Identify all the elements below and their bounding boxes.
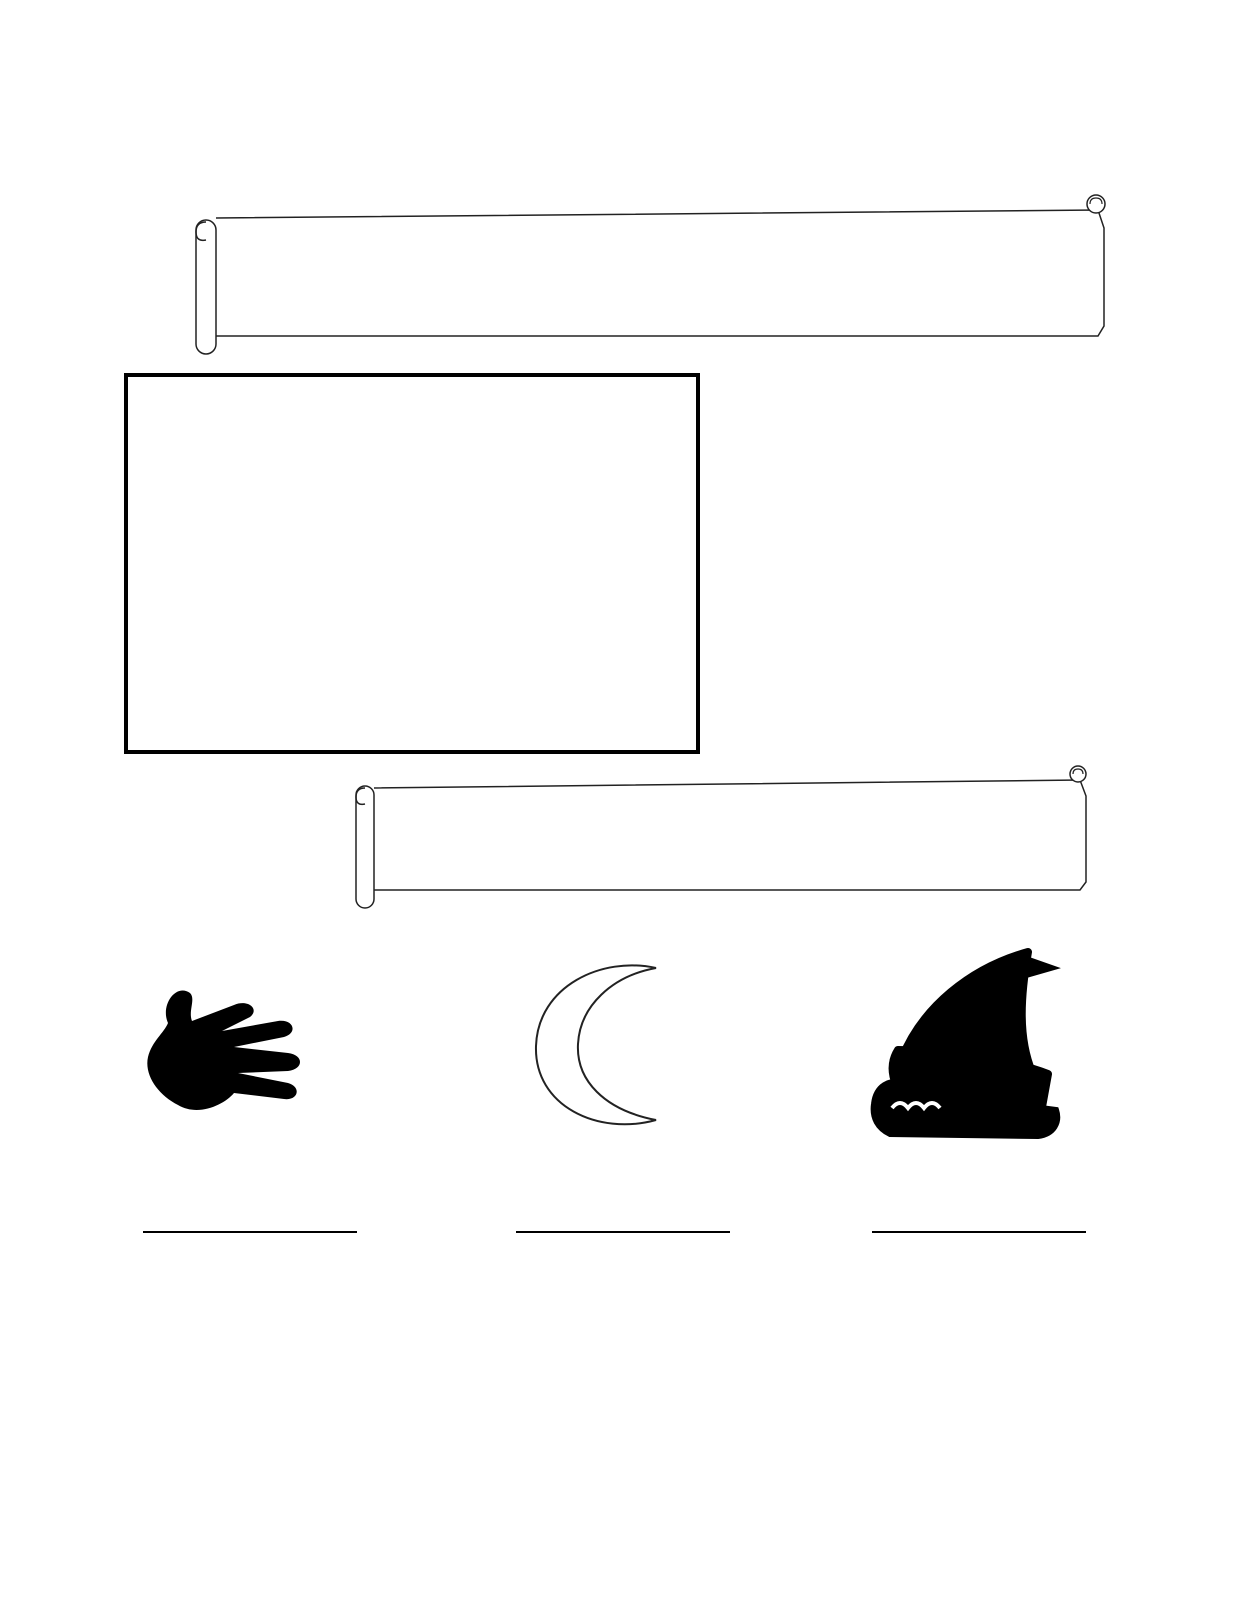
answer-line-moon[interactable]: [516, 1231, 730, 1233]
crescent-moon-icon: [532, 960, 664, 1130]
hand-icon: [138, 975, 323, 1125]
answer-line-boat[interactable]: [872, 1231, 1086, 1233]
sailboat-icon: [870, 938, 1070, 1143]
answer-line-hand[interactable]: [143, 1231, 357, 1233]
